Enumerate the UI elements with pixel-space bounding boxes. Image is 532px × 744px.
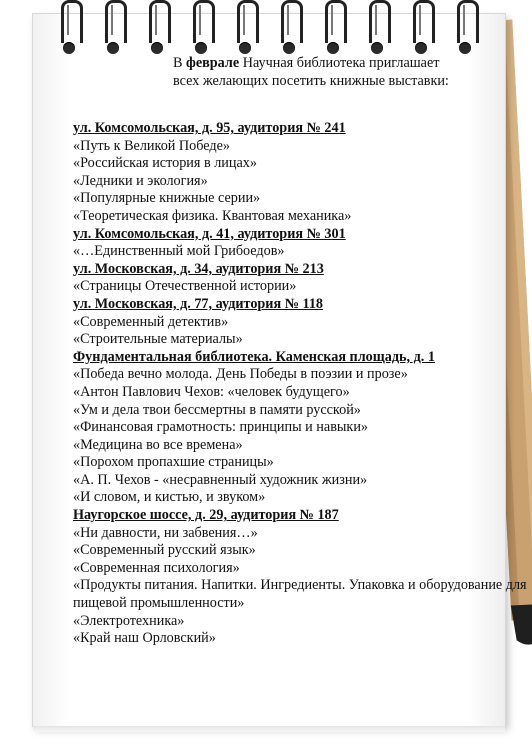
spiral-ring (325, 0, 347, 43)
location-header: ул. Московская, д. 34, аудитория № 213 (73, 260, 324, 277)
binding-hole (151, 42, 163, 54)
exhibition-item: «Продукты питания. Напитки. Ингредиенты. Упаковка и оборудование для пищевой промышленности» (73, 577, 527, 612)
exhibition-item: «Теоретическая физика. Квантовая механика» (73, 207, 352, 224)
binding-hole (283, 42, 295, 54)
exhibition-item: «Ум и дела твои бессмертны в памяти русской» (73, 401, 361, 418)
binding-hole (107, 42, 119, 54)
spiral-ring (149, 0, 171, 43)
exhibition-item: «Край наш Орловский» (73, 630, 216, 647)
intro-bold: феврале (186, 55, 240, 71)
binding-hole (415, 42, 427, 54)
exhibition-item: «Строительные материалы» (73, 331, 243, 348)
exhibition-item: «Электротехника» (73, 612, 185, 629)
exhibition-item: «Страницы Отечественной истории» (73, 278, 297, 295)
exhibition-item: «И словом, и кистью, и звуком» (73, 489, 266, 506)
exhibition-item: «Современная психология» (73, 559, 240, 576)
binding-hole (327, 42, 339, 54)
exhibition-item: «Российская история в лицах» (73, 155, 257, 172)
exhibition-item: «Современный русский язык» (73, 542, 256, 559)
notepad-page (33, 14, 527, 726)
exhibition-item: «Медицина во все времена» (73, 436, 243, 453)
location-header: ул. Комсомольская, д. 95, аудитория № 241 (73, 120, 346, 136)
location-header: ул. Комсомольская, д. 41, аудитория № 301 (73, 225, 346, 242)
exhibition-item: «Современный детектив» (73, 313, 229, 330)
intro-line2: всех желающих посетить книжные выставки: (173, 73, 449, 89)
spiral-ring (369, 0, 391, 43)
exhibition-item: «…Единственный мой Грибоедов» (73, 243, 285, 260)
binding-hole (63, 42, 75, 54)
exhibition-item: «Победа вечно молода. День Победы в поэзии и прозе» (73, 366, 408, 383)
spiral-ring (61, 0, 83, 43)
exhibition-item: «Финансовая грамотность: принципы и навыки» (73, 419, 369, 436)
binding-hole (459, 42, 471, 54)
exhibition-item: «Путь к Великой Победе» (73, 137, 231, 154)
exhibition-item: «Ледники и экология» (73, 172, 208, 189)
spiral-ring (105, 0, 127, 43)
spiral-ring (457, 0, 479, 43)
location-header: ул. Московская, д. 77, аудитория № 118 (73, 295, 324, 312)
exhibition-item: «Антон Павлович Чехов: «человек будущего» (73, 383, 350, 400)
intro-text (173, 54, 532, 90)
spiral-ring (281, 0, 303, 43)
intro-post: Научная библиотека приглашает (239, 55, 440, 71)
location-header: Фундаментальная библиотека. Каменская площадь, д. 1 (73, 348, 435, 365)
exhibition-item: «Популярные книжные серии» (73, 190, 261, 207)
binding-hole (239, 42, 251, 54)
spiral-ring (193, 0, 215, 43)
spiral-ring (413, 0, 435, 43)
binding-hole (195, 42, 207, 54)
page-content (73, 54, 532, 648)
spiral-ring (237, 0, 259, 43)
exhibition-item: «Ни давности, ни забвения…» (73, 524, 258, 541)
binding-hole (371, 42, 383, 54)
intro-pre: В (173, 55, 187, 71)
exhibition-list (73, 120, 532, 648)
exhibition-item: «А. П. Чехов - «несравненный художник жизни» (73, 471, 368, 488)
location-header: Наугорское шоссе, д. 29, аудитория № 187 (73, 507, 339, 524)
exhibition-item: «Порохом пропахшие страницы» (73, 454, 274, 471)
